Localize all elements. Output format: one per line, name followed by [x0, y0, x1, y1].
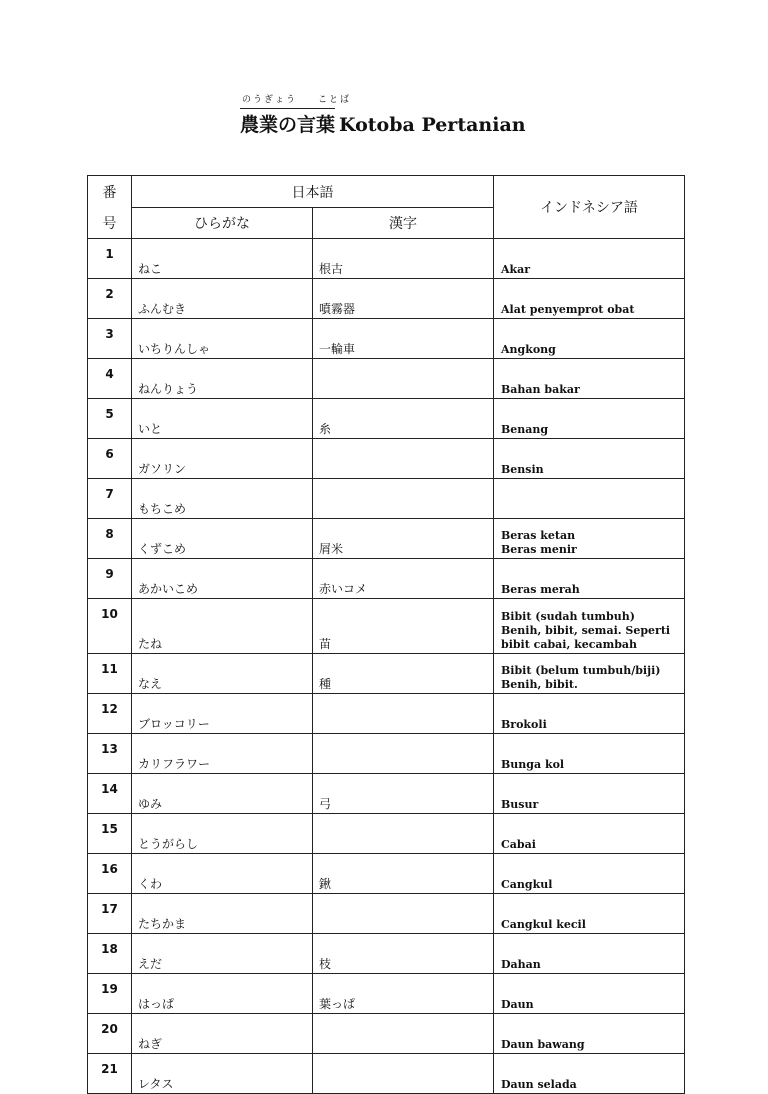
indonesian-line: bibit cabai, kecambah — [501, 638, 638, 651]
table-row — [88, 439, 685, 479]
row-hiragana: ゆみ — [132, 774, 313, 814]
title-line — [240, 108, 526, 137]
row-hiragana: ブロッコリー — [132, 694, 313, 734]
row-kanji: 苗 — [313, 599, 494, 654]
indonesian-line: Benang — [501, 423, 549, 436]
row-indonesian — [494, 694, 685, 734]
row-number: 16 — [88, 854, 132, 894]
table-row — [88, 319, 685, 359]
table-row — [88, 399, 685, 439]
row-indonesian — [494, 399, 685, 439]
indonesian-line: Alat penyemprot obat — [501, 303, 635, 316]
indonesian-line: Cangkul kecil — [501, 918, 586, 931]
row-number: 1 — [88, 239, 132, 279]
row-indonesian — [494, 319, 685, 359]
row-hiragana: ねんりょう — [132, 359, 313, 399]
table-row — [88, 559, 685, 599]
indonesian-line: Beras menir — [501, 543, 577, 556]
header-indonesian: インドネシア語 — [494, 176, 685, 239]
table-row — [88, 854, 685, 894]
row-kanji — [313, 1054, 494, 1094]
row-hiragana: カリフラワー — [132, 734, 313, 774]
table-row — [88, 239, 685, 279]
title-indonesian: Kotoba Pertanian — [339, 114, 526, 136]
row-indonesian — [494, 654, 685, 694]
indonesian-line: Beras ketan — [501, 529, 576, 542]
table-row — [88, 359, 685, 399]
header-number — [88, 176, 132, 239]
row-hiragana: たちかま — [132, 894, 313, 934]
row-indonesian — [494, 279, 685, 319]
row-hiragana: いちりんしゃ — [132, 319, 313, 359]
row-number: 8 — [88, 519, 132, 559]
row-number: 7 — [88, 479, 132, 519]
row-hiragana: なえ — [132, 654, 313, 694]
table-row — [88, 279, 685, 319]
row-kanji: 鍬 — [313, 854, 494, 894]
row-indonesian — [494, 1054, 685, 1094]
row-kanji — [313, 359, 494, 399]
row-number: 5 — [88, 399, 132, 439]
indonesian-line: Dahan — [501, 958, 541, 971]
row-kanji — [313, 479, 494, 519]
table-row — [88, 1054, 685, 1094]
row-indonesian — [494, 599, 685, 654]
header-hiragana: ひらがな — [132, 208, 313, 239]
row-indonesian — [494, 934, 685, 974]
furigana-kotoba: ことば — [318, 95, 352, 105]
row-number: 2 — [88, 279, 132, 319]
row-kanji: 糸 — [313, 399, 494, 439]
header-number-char-2: 号 — [102, 215, 117, 232]
furigana-nougyou: のうぎょう — [242, 95, 298, 105]
row-kanji: 種 — [313, 654, 494, 694]
table-row — [88, 694, 685, 734]
row-hiragana: くわ — [132, 854, 313, 894]
indonesian-line: Cabai — [501, 838, 536, 851]
row-kanji — [313, 814, 494, 854]
row-number: 15 — [88, 814, 132, 854]
table-row — [88, 894, 685, 934]
row-hiragana: ふんむき — [132, 279, 313, 319]
row-kanji: 葉っぱ — [313, 974, 494, 1014]
row-hiragana: ガソリン — [132, 439, 313, 479]
row-hiragana: えだ — [132, 934, 313, 974]
table-body — [88, 239, 685, 1094]
vocabulary-table — [87, 175, 685, 1094]
table-row — [88, 599, 685, 654]
indonesian-line: Benih, bibit. — [501, 678, 578, 691]
indonesian-line: Bunga kol — [501, 758, 565, 771]
row-kanji: 赤いコメ — [313, 559, 494, 599]
row-kanji: 噴霧器 — [313, 279, 494, 319]
row-number: 19 — [88, 974, 132, 1014]
indonesian-line: Brokoli — [501, 718, 547, 731]
row-kanji: 一輪車 — [313, 319, 494, 359]
row-indonesian — [494, 359, 685, 399]
row-hiragana: あかいこめ — [132, 559, 313, 599]
table-row — [88, 654, 685, 694]
row-indonesian — [494, 774, 685, 814]
row-number: 14 — [88, 774, 132, 814]
header-number-char-1: 番 — [102, 184, 117, 201]
indonesian-line: Angkong — [501, 343, 556, 356]
indonesian-line: Bibit (sudah tumbuh) — [501, 610, 635, 623]
indonesian-line: Busur — [501, 798, 539, 811]
row-indonesian — [494, 479, 685, 519]
row-hiragana: レタス — [132, 1054, 313, 1094]
table-row — [88, 734, 685, 774]
row-hiragana: はっぱ — [132, 974, 313, 1014]
table-row — [88, 934, 685, 974]
row-number: 20 — [88, 1014, 132, 1054]
row-number: 18 — [88, 934, 132, 974]
indonesian-line: Beras merah — [501, 583, 580, 596]
indonesian-line: Bibit (belum tumbuh/biji) — [501, 664, 661, 677]
row-number: 17 — [88, 894, 132, 934]
row-kanji: 弓 — [313, 774, 494, 814]
row-indonesian — [494, 239, 685, 279]
row-indonesian — [494, 894, 685, 934]
row-indonesian — [494, 519, 685, 559]
row-hiragana: もちこめ — [132, 479, 313, 519]
row-indonesian — [494, 559, 685, 599]
row-number: 10 — [88, 599, 132, 654]
row-indonesian — [494, 814, 685, 854]
indonesian-line: Cangkul — [501, 878, 553, 891]
row-kanji — [313, 1014, 494, 1054]
row-kanji — [313, 439, 494, 479]
row-hiragana: ねこ — [132, 239, 313, 279]
table-row — [88, 814, 685, 854]
row-number: 13 — [88, 734, 132, 774]
indonesian-line: Daun bawang — [501, 1038, 585, 1051]
title-furigana — [240, 92, 526, 106]
row-kanji: 枝 — [313, 934, 494, 974]
indonesian-line: Daun — [501, 998, 534, 1011]
row-hiragana: いと — [132, 399, 313, 439]
row-number: 9 — [88, 559, 132, 599]
table-row — [88, 479, 685, 519]
table-row — [88, 1014, 685, 1054]
row-kanji: 根古 — [313, 239, 494, 279]
row-indonesian — [494, 1014, 685, 1054]
table-row — [88, 774, 685, 814]
row-number: 21 — [88, 1054, 132, 1094]
indonesian-line: Akar — [501, 263, 531, 276]
table-row — [88, 974, 685, 1014]
row-indonesian — [494, 854, 685, 894]
row-indonesian — [494, 974, 685, 1014]
row-number: 12 — [88, 694, 132, 734]
row-kanji — [313, 694, 494, 734]
row-hiragana: くずこめ — [132, 519, 313, 559]
document-title — [240, 92, 526, 137]
row-kanji — [313, 734, 494, 774]
table-row — [88, 519, 685, 559]
indonesian-line: Bahan bakar — [501, 383, 580, 396]
row-number: 4 — [88, 359, 132, 399]
row-indonesian — [494, 734, 685, 774]
row-kanji — [313, 894, 494, 934]
row-hiragana: ねぎ — [132, 1014, 313, 1054]
row-hiragana: たね — [132, 599, 313, 654]
row-number: 6 — [88, 439, 132, 479]
indonesian-line: Benih, bibit, semai. Seperti — [501, 624, 671, 637]
indonesian-line: Bensin — [501, 463, 544, 476]
row-hiragana: とうがらし — [132, 814, 313, 854]
indonesian-line: Daun selada — [501, 1078, 577, 1091]
row-number: 11 — [88, 654, 132, 694]
header-kanji: 漢字 — [313, 208, 494, 239]
row-kanji: 屑米 — [313, 519, 494, 559]
row-number: 3 — [88, 319, 132, 359]
row-indonesian — [494, 439, 685, 479]
title-japanese: 農業の言葉 — [240, 108, 335, 137]
header-japanese: 日本語 — [132, 176, 494, 208]
